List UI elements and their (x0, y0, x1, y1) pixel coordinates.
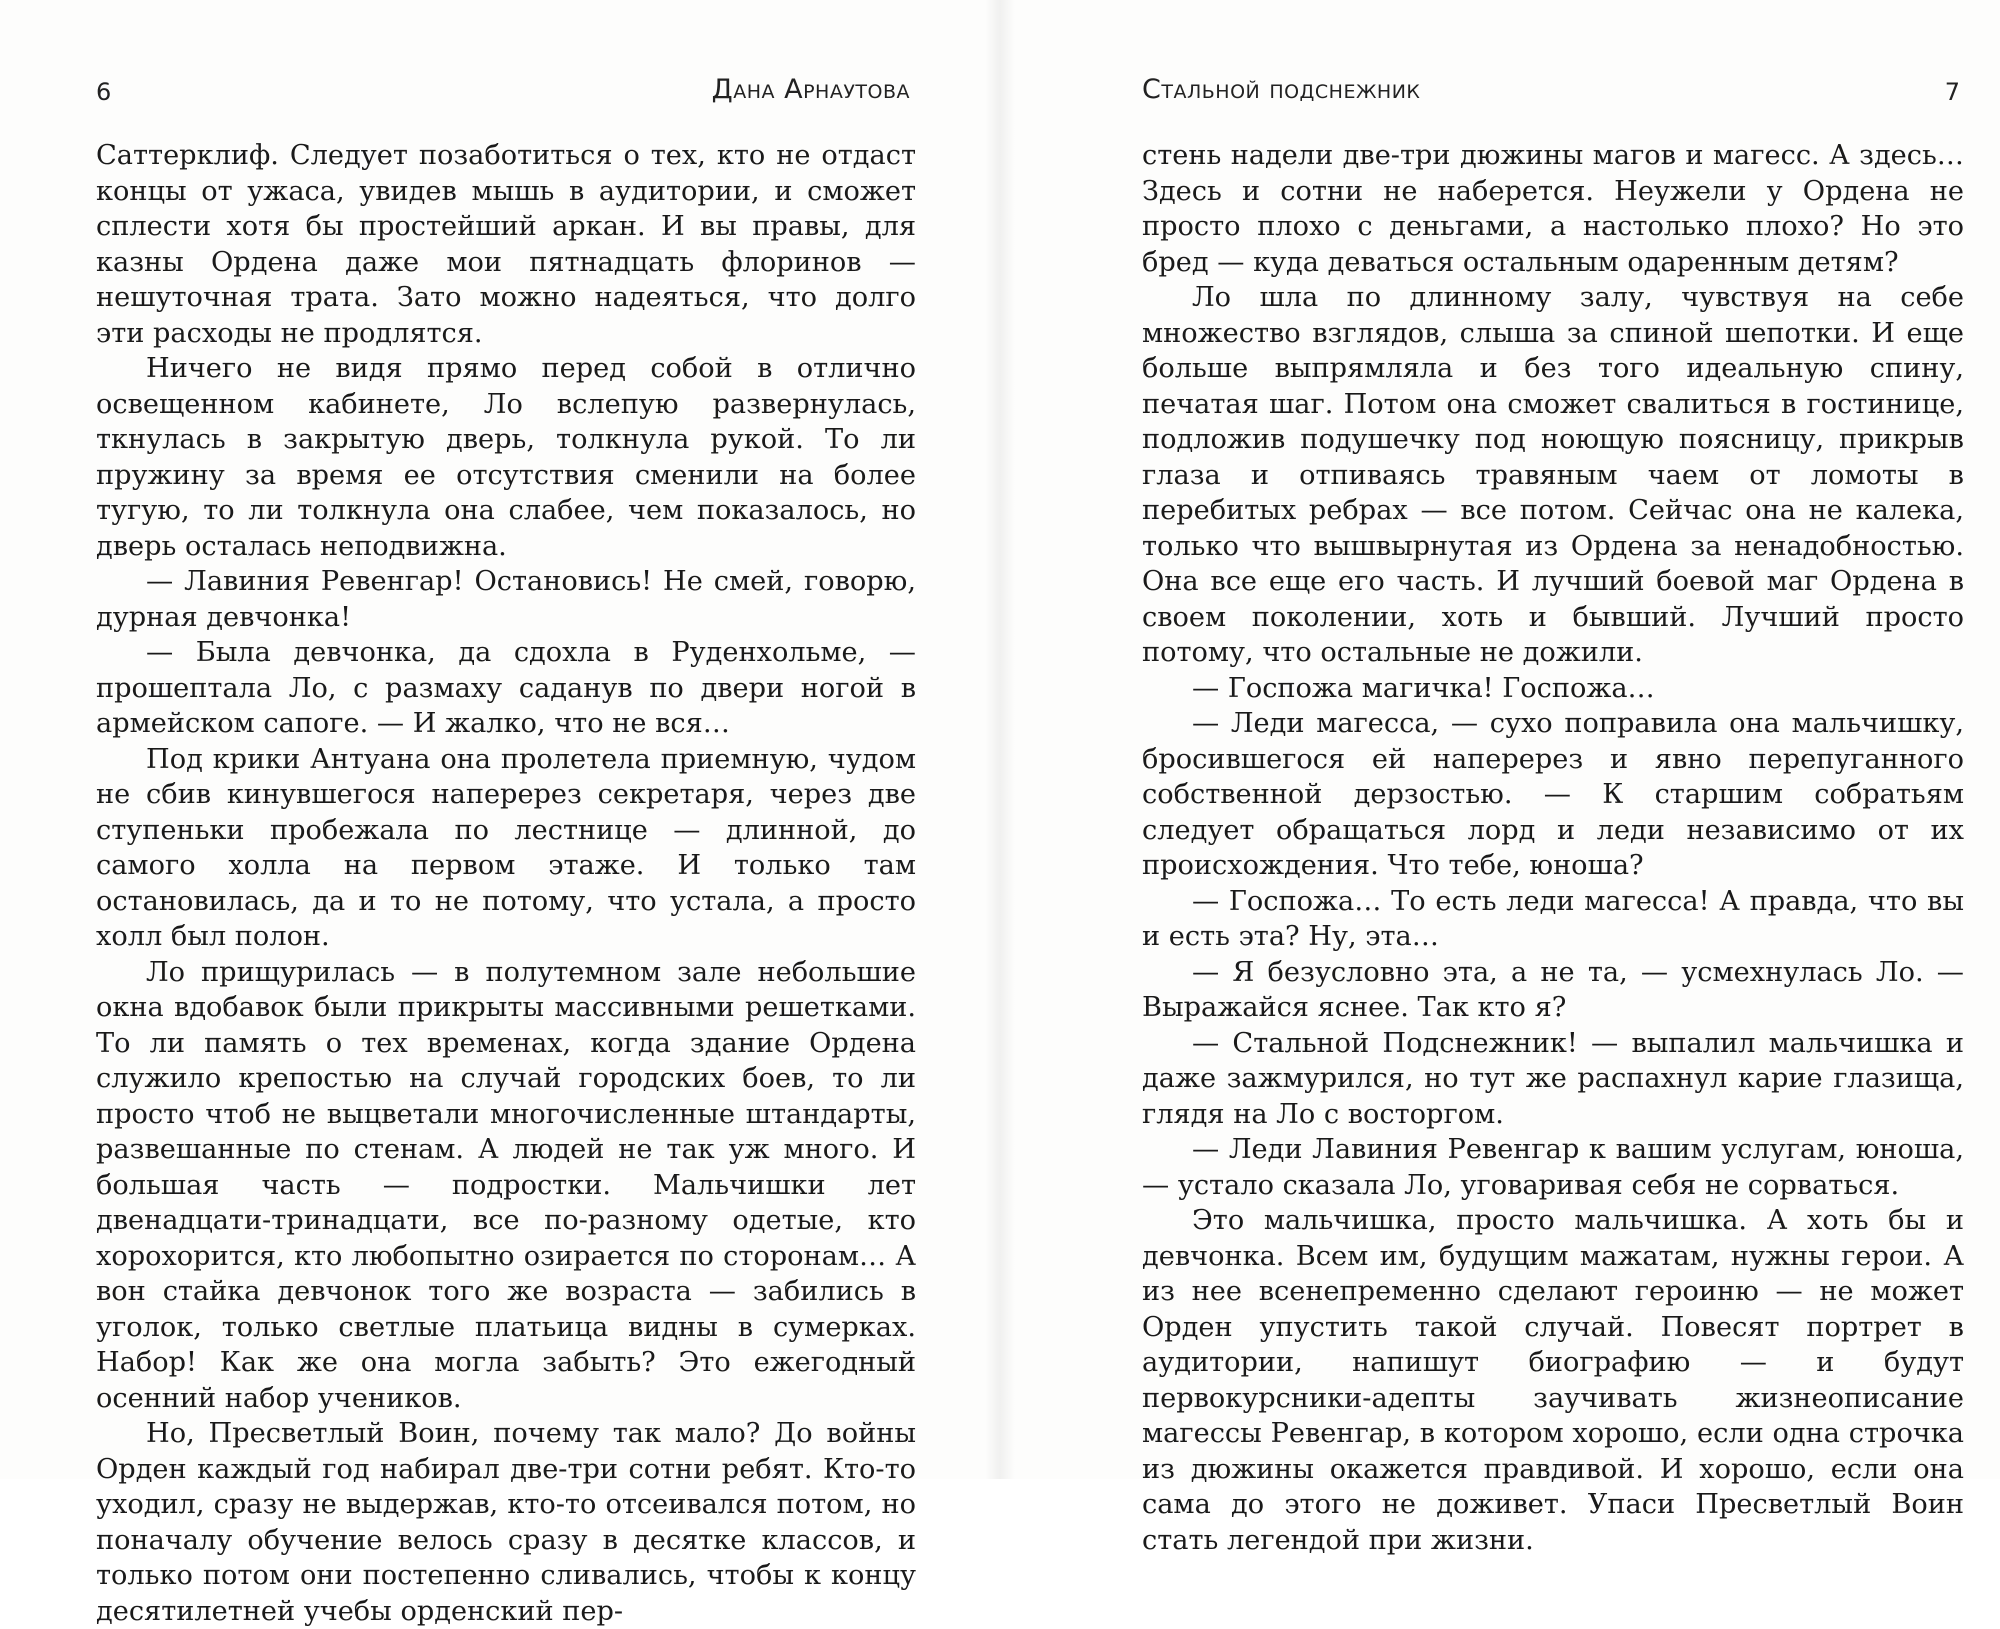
paragraph: Это мальчишка, просто мальчишка. А хоть бы и девчонка. Всем им, будущим мажатам, нужны герои. А из нее всенепременно сделают героиню — не может Орден упустить такой случай. Повесят портрет в аудитории, напишут биографию — и будут первокурсники-адепты заучивать жизнеописание магессы Ревенгар, в котором хорошо, если одна строчка из дюжины окажется правдивой. И хорошо, если она сама до этого не доживет. Упаси Пресветлый Воин стать легендой при жизни. (1142, 1205, 1964, 1556)
paragraph: — Стальной Подснежник! — выпалил мальчишка и даже зажмурился, но тут же распахнул карие глазища, глядя на Ло с восторгом. (1142, 1027, 1964, 1130)
paragraph: — Госпожа… То есть леди магесса! А правда, что вы и есть эта? Ну, эта… (1142, 885, 1964, 952)
left-page-number: 6 (96, 78, 112, 106)
paragraph: — Была девчонка, да сдохла в Руденхольме, — прошептала Ло, с размаху саданув по двери ногой в армейском сапоге. — И жалко, что не вся… (96, 637, 916, 739)
paragraph: Ничего не видя прямо перед собой в отлично освещенном кабинете, Ло вслепую развернулась, ткнулась в закрытую дверь, толкнула рукой. То ли пружину за время ее отсутствия сменили на более тугую, то ли толкнула она слабее, чем показалось, но дверь осталась неподвижна. (96, 353, 916, 562)
right-page-number: 7 (1944, 78, 1960, 106)
paragraph: стень надели две-три дюжины магов и магесс. А здесь… Здесь и сотни не наберется. Неужели у Ордена не просто плохо с деньгами, а настолько плохо? Но это бред — куда деваться остальным одаренным детям? (1142, 140, 1964, 278)
paragraph: Но, Пресветлый Воин, почему так мало? До войны Орден каждый год набирал две-три сотни ребят. Кто-то уходил, сразу не выдержав, кто-то отсеивался потом, но поначалу обучение велось сразу в десятке классов, и только потом они постепенно сливались, чтобы к концу десятилетней учебы орденский пер- (96, 1418, 916, 1627)
paragraph: — Лавиния Ревенгар! Остановись! Не смей, говорю, дурная девчонка! (96, 566, 916, 633)
right-running-head: Стальной подснежник (1142, 74, 1421, 105)
paragraph: — Леди Лавиния Ревенгар к вашим услугам, юноша, — устало сказала Ло, уговаривая себя не сорваться. (1142, 1134, 1964, 1201)
left-page (0, 0, 1000, 1627)
left-running-head: Дана Арнаутова (711, 74, 910, 105)
paragraph: — Госпожа магичка! Госпожа… (1192, 672, 1655, 704)
paragraph: — Я безусловно эта, а не та, — усмехнулась Ло. — Выражайся яснее. Так кто я? (1142, 956, 1964, 1023)
left-page-text (96, 138, 916, 1629)
right-page (1000, 0, 2000, 1556)
right-page-text (1142, 138, 1964, 1558)
paragraph: Под крики Антуана она пролетела приемную, чудом не сбив кинувшегося наперерез секретаря, через две ступеньки пробежала по лестнице — длинной, до самого холла на первом этаже. И только там остановилась, да и то не потому, что устала, а просто холл был полон. (96, 743, 916, 952)
paragraph: Ло шла по длинному залу, чувствуя на себе множество взглядов, слыша за спиной шепотки. И еще больше выпрямляла и без того идеальную спину, печатая шаг. Потом она сможет свалиться в гостинице, подложив подушечку под ноющую поясницу, прикрыв глаза и отпиваясь травяным чаем от ломоты в перебитых ребрах — все потом. Сейчас она не калека, только что вышвырнутая из Ордена за ненадобностью. Она все еще его часть. И лучший боевой маг Ордена в своем поколении, хоть и бывший. Лучший просто потому, что остальные не дожили. (1142, 282, 1964, 668)
paragraph: Ло прищурилась — в полутемном зале небольшие окна вдобавок были прикрыты массивными решетками. То ли память о тех временах, когда здание Ордена служило крепостью на случай городских боев, то ли просто чтоб не выцветали многочисленные штандарты, развешанные по стенам. А людей не так уж много. И большая часть — подростки. Мальчишки лет двенадцати-тринадцати, все по-разному одетые, кто хорохорится, кто любопытно озирается по сторонам… А вон стайка девчонок того же возраста — забились в уголок, только светлые платьица видны в сумерках. Набор! Как же она могла забыть? Это ежегодный осенний набор учеников. (96, 956, 916, 1414)
paragraph: — Леди магесса, — сухо поправила она мальчишку, бросившегося ей наперерез и явно перепуганного собственной дерзостью. — К старшим собратьям следует обращаться лорд и леди независимо от их происхождения. Что тебе, юноша? (1142, 708, 1964, 881)
paragraph: Саттерклиф. Следует позаботиться о тех, кто не отдаст концы от ужаса, увидев мышь в аудитории, и сможет сплести хотя бы простейший аркан. И вы правы, для казны Ордена даже мои пятнадцать флоринов — нешуточная трата. Зато можно надеяться, что долго эти расходы не продлятся. (96, 140, 916, 349)
